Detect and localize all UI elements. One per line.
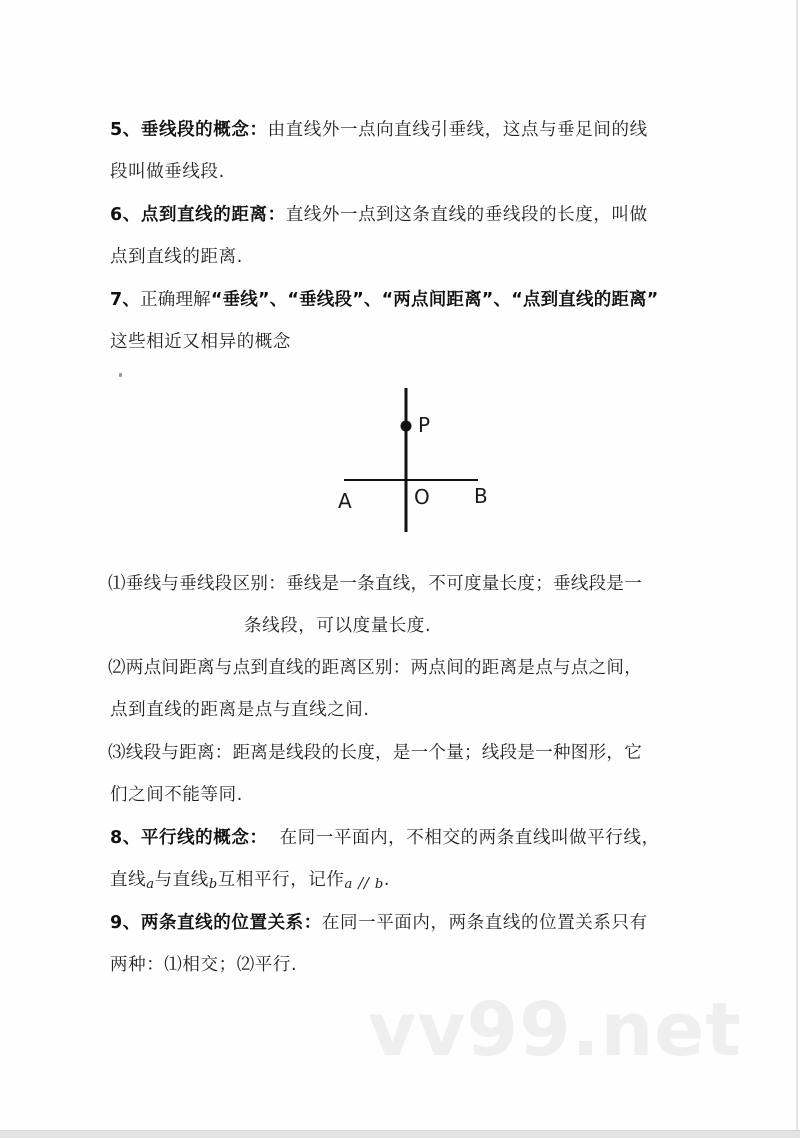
item8-text-c: 互相平行，记作 — [217, 870, 345, 890]
item8-body: 在同一平面内，不相交的两条直线叫做平行线， — [279, 828, 660, 848]
item9-body: 在同一平面内，两条直线的位置关系只有 — [321, 913, 648, 933]
note2-line2: 点到直线的距离是点与直线之间. — [110, 700, 370, 720]
item7-line1 — [110, 288, 659, 312]
note1-line2: 条线段，可以度量长度. — [244, 616, 432, 636]
parallel-symbol: // — [352, 874, 375, 892]
notation-b: b — [374, 877, 384, 892]
item8-text-b: 与直线 — [154, 870, 209, 890]
notation-a: a — [344, 877, 353, 892]
item6-body: 直线外一点到这条直线的垂线段的长度，叫做 — [285, 205, 648, 225]
note2-line1: ⑵两点间距离与点到直线的距离区别：两点间的距离是点与点之间， — [108, 658, 642, 678]
note3-line1: ⑶线段与距离：距离是线段的长度，是一个量；线段是一种图形，它 — [108, 743, 642, 763]
item8-end: . — [383, 870, 390, 890]
item7-lead: 正确理解 — [140, 290, 211, 310]
item6-line2: 点到直线的距离. — [110, 247, 243, 267]
note1-line1: ⑴垂线与垂线段区别：垂线是一条直线，不可度量长度；垂线段是一 — [108, 574, 642, 594]
stray-mark — [119, 373, 122, 377]
var-a: a — [146, 877, 155, 892]
item9-line1 — [110, 911, 648, 935]
watermark: vv99.net — [368, 987, 742, 1073]
item7-number: 7、 — [110, 290, 141, 310]
item7-line2: 这些相近又相异的概念 — [110, 332, 291, 352]
item5-line2: 段叫做垂线段. — [110, 162, 225, 182]
item8-line2 — [110, 868, 390, 897]
item8-line1 — [110, 826, 660, 850]
item5-title: 5、垂线段的概念： — [110, 120, 268, 140]
label-a: A — [338, 489, 352, 513]
perpendicular-figure — [330, 385, 500, 535]
label-b: B — [474, 484, 488, 508]
item9-title: 9、两条直线的位置关系： — [110, 913, 322, 933]
var-b: b — [208, 877, 218, 892]
item5-body: 由直线外一点向直线引垂线，这点与垂足间的线 — [267, 120, 648, 140]
item9-line2: 两种：⑴相交；⑵平行. — [110, 955, 298, 975]
item7-terms: “垂线”、“垂线段”、“两点间距离”、“点到直线的距离” — [210, 290, 659, 310]
item6-title: 6、点到直线的距离： — [110, 205, 286, 225]
item8-text-a: 直线 — [110, 870, 147, 890]
item8-title: 8、平行线的概念： — [110, 828, 268, 848]
perpendicular-diagram — [330, 385, 500, 535]
label-o: O — [414, 485, 430, 509]
item6-line1 — [110, 203, 648, 227]
label-p: P — [418, 413, 431, 437]
note3-line2: 们之间不能等同. — [110, 785, 243, 805]
item5-line1 — [110, 118, 648, 142]
